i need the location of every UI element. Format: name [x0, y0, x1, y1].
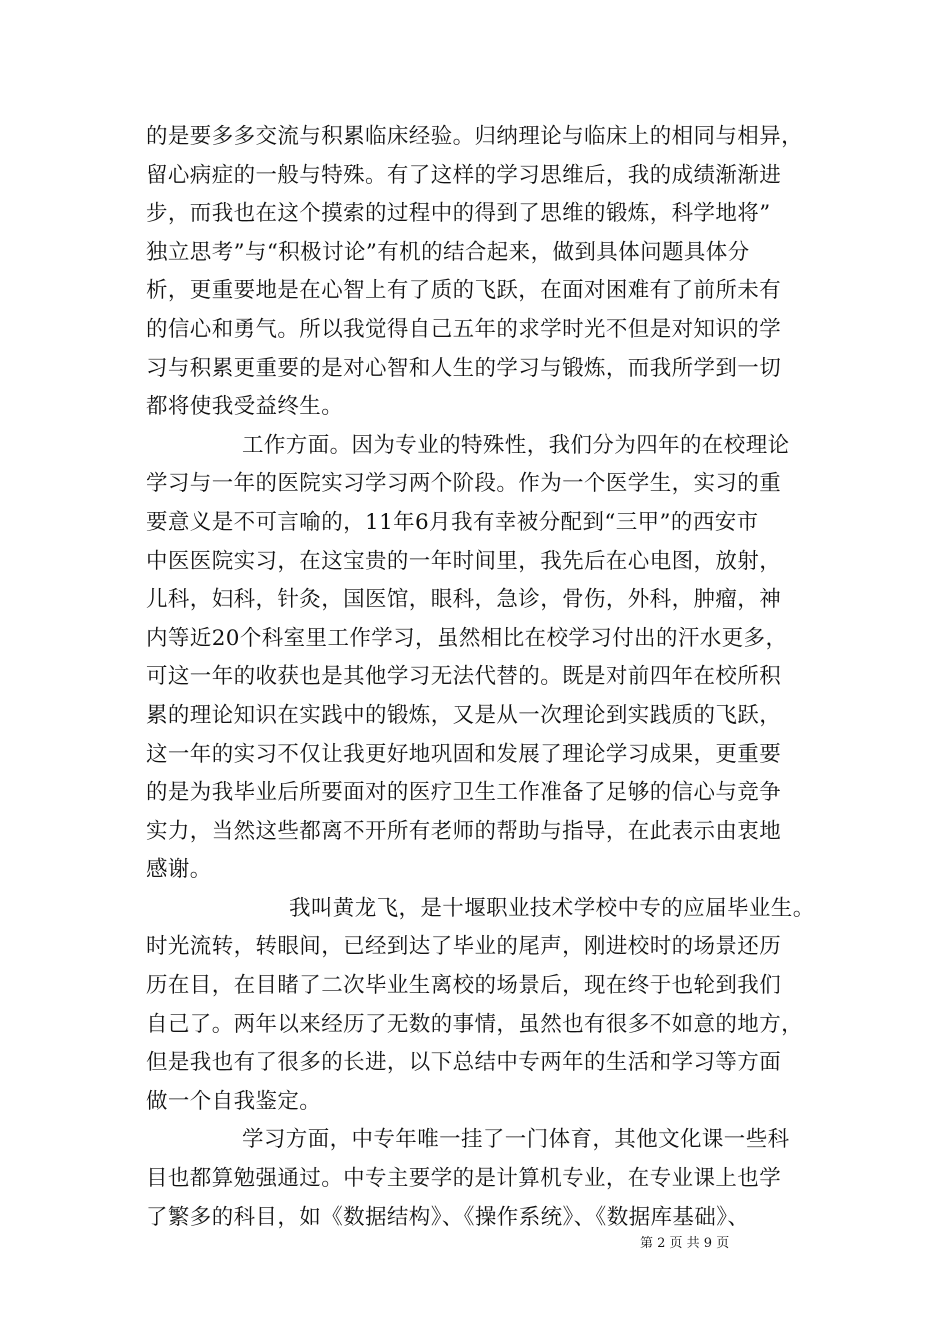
paragraph-line: 感谢。	[146, 857, 212, 883]
paragraph-line: 步，而我也在这个摸索的过程中的得到了思维的锻炼，科学地将”	[146, 201, 771, 227]
paragraph-line: 要意义是不可言喻的，11年6月我有幸被分配到“三甲”的西安市	[146, 509, 759, 535]
paragraph-line: 累的理论知识在实践中的锻炼，又是从一次理论到实践质的飞跃，	[146, 702, 782, 728]
paragraph-line: 做一个自我鉴定。	[146, 1088, 322, 1114]
paragraph-line: 目也都算勉强通过。中专主要学的是计算机专业，在专业课上也学	[146, 1166, 782, 1192]
paragraph-line: 历在目，在目睹了二次毕业生离校的场景后，现在终于也轮到我们	[146, 973, 782, 999]
paragraph-line: 留心病症的一般与特殊。有了这样的学习思维后，我的成绩渐渐进	[146, 162, 782, 188]
paragraph-first-line: 我叫黄龙飞，是十堰职业技术学校中专的应届毕业生。	[289, 895, 815, 921]
paragraph-line: 时光流转，转眼间，已经到达了毕业的尾声，刚进校时的场景还历	[146, 934, 782, 960]
paragraph-line: 儿科，妇科，针灸，国医馆，眼科，急诊，骨伤，外科，肿瘤，神	[146, 587, 782, 613]
paragraph-line: 这一年的实习不仅让我更好地巩固和发展了理论学习成果，更重要	[146, 741, 782, 767]
document-body	[146, 118, 826, 1237]
paragraph-line: 习与积累更重要的是对心智和人生的学习与锻炼，而我所学到一切	[146, 355, 782, 381]
paragraph-line: 的是要多多交流与积累临床经验。归纳理论与临床上的相同与相异，	[146, 124, 804, 149]
paragraph-line: 析，更重要地是在心智上有了质的飞跃，在面对困难有了前所未有	[146, 278, 782, 304]
paragraph-line: 中医医院实习，在这宝贵的一年时间里，我先后在心电图，放射，	[146, 548, 782, 574]
paragraph-line: 内等近20个科室里工作学习，虽然相比在校学习付出的汗水更多，	[146, 625, 788, 651]
paragraph-line: 了繁多的科目，如《数据结构》、《操作系统》、《数据库基础》、	[146, 1204, 750, 1230]
paragraph-line: 实力，当然这些都离不开所有老师的帮助与指导，在此表示由衷地	[146, 818, 782, 844]
paragraph-first-line: 学习方面，中专年唯一挂了一门体育，其他文化课一些科	[242, 1127, 790, 1153]
paragraph-line: 可这一年的收获也是其他学习无法代替的。既是对前四年在校所积	[146, 664, 782, 690]
page-number-footer: 第 2 页 共 9 页	[640, 1236, 730, 1251]
paragraph-line: 的是为我毕业后所要面对的医疗卫生工作准备了足够的信心与竞争	[146, 780, 782, 806]
paragraph-line: 的信心和勇气。所以我觉得自己五年的求学时光不但是对知识的学	[146, 316, 782, 342]
paragraph-line: 学习与一年的医院实习学习两个阶段。作为一个医学生，实习的重	[146, 471, 782, 497]
paragraph-line: 但是我也有了很多的长进，以下总结中专两年的生活和学习等方面	[146, 1050, 782, 1076]
paragraph-line: 独立思考”与“积极讨论”有机的结合起来，做到具体问题具体分	[146, 239, 750, 265]
paragraph-line: 都将使我受益终生。	[146, 394, 344, 420]
paragraph-line: 自己了。两年以来经历了无数的事情，虽然也有很多不如意的地方，	[146, 1011, 804, 1037]
paragraph-first-line: 工作方面。因为专业的特殊性，我们分为四年的在校理论	[242, 432, 790, 458]
